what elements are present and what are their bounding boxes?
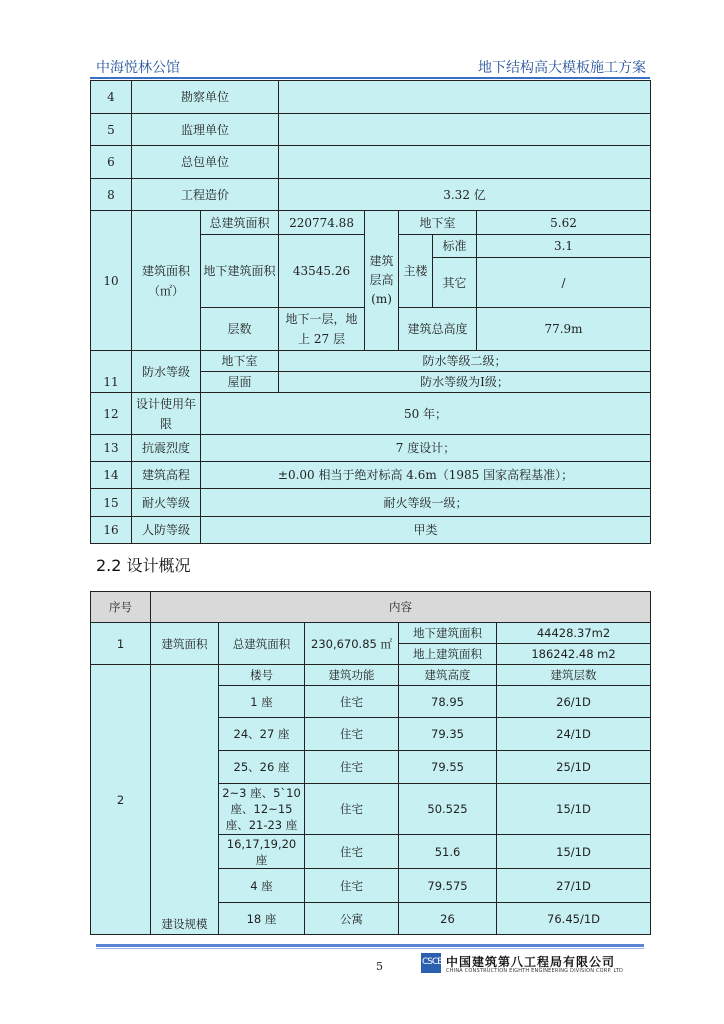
building-function: 公寓 <box>305 903 399 935</box>
building-height: 79.55 <box>399 751 497 784</box>
page-header <box>96 55 646 77</box>
row-label: 耐火等级 <box>132 489 201 517</box>
row-label: 抗震烈度 <box>132 435 201 462</box>
row-label: 防水等级 <box>132 351 201 393</box>
building-floors: 25/1D <box>497 751 651 784</box>
building-number: 25、26 座 <box>219 751 305 784</box>
above-ground-area-value: 186242.48 m2 <box>497 644 651 665</box>
row-label: 建筑面积 <box>151 623 219 665</box>
building-height: 51.6 <box>399 835 497 869</box>
row-label: 监理单位 <box>132 114 279 146</box>
building-height: 50.525 <box>399 784 497 835</box>
row-label: 建设规模 <box>151 665 219 935</box>
building-height: 78.95 <box>399 686 497 718</box>
row-number: 13 <box>91 435 132 462</box>
table-row <box>91 351 651 372</box>
table-row <box>91 489 651 517</box>
total-height-value: 77.9m <box>477 308 651 351</box>
row-value <box>279 81 651 114</box>
column-header: 楼号 <box>219 665 305 686</box>
building-number: 16,17,19,20 座 <box>219 835 305 869</box>
row-number: 1 <box>91 623 151 665</box>
floor-height-heading: 建筑层高(m) <box>365 211 399 351</box>
column-header: 建筑高度 <box>399 665 497 686</box>
building-number: 24、27 座 <box>219 718 305 751</box>
row-number: 8 <box>91 179 132 211</box>
total-area-value: 220774.88 <box>279 211 365 235</box>
basement-label: 地下室 <box>399 211 477 235</box>
header-project-name: 中海悦林公馆 <box>96 60 180 76</box>
header-content: 内容 <box>151 592 651 623</box>
table-row <box>91 146 651 179</box>
building-floors: 27/1D <box>497 869 651 903</box>
total-height-label: 建筑总高度 <box>399 308 477 351</box>
floors-value: 地下一层，地上 27 层 <box>279 308 365 351</box>
row-number: 15 <box>91 489 132 517</box>
underground-area-label: 地下建筑面积 <box>399 623 497 644</box>
table-row <box>91 211 651 235</box>
row-value <box>279 114 651 146</box>
building-floors: 15/1D <box>497 784 651 835</box>
underground-area-label: 地下建筑面积 <box>201 235 279 308</box>
row-value: 50 年； <box>201 393 651 435</box>
row-value: 3.32 亿 <box>279 179 651 211</box>
row-number: 11 <box>91 351 132 393</box>
standard-floor-value: 3.1 <box>477 235 651 258</box>
building-floors: 24/1D <box>497 718 651 751</box>
row-label: 建筑高程 <box>132 462 201 489</box>
row-label: 总包单位 <box>132 146 279 179</box>
roof-waterproof-label: 屋面 <box>201 372 279 393</box>
building-floors: 76.45/1D <box>497 903 651 935</box>
row-value: 耐火等级一级； <box>201 489 651 517</box>
building-function: 住宅 <box>305 718 399 751</box>
row-value: 7 度设计； <box>201 435 651 462</box>
row-label: 工程造价 <box>132 179 279 211</box>
total-area-label: 总建筑面积 <box>219 623 305 665</box>
building-height: 26 <box>399 903 497 935</box>
header-document-title: 地下结构高大模板施工方案 <box>478 60 646 76</box>
table-row <box>91 179 651 211</box>
underground-area-value: 43545.26 <box>279 235 365 308</box>
row-number: 12 <box>91 393 132 435</box>
standard-floor-label: 标准 <box>433 235 477 258</box>
building-floors: 26/1D <box>497 686 651 718</box>
row-number: 10 <box>91 211 132 351</box>
building-function: 住宅 <box>305 835 399 869</box>
table-row <box>91 435 651 462</box>
row-label: 建筑面积（㎡） <box>132 211 201 351</box>
total-area-label: 总建筑面积 <box>201 211 279 235</box>
basement-waterproof-label: 地下室 <box>201 351 279 372</box>
building-height: 79.35 <box>399 718 497 751</box>
other-floor-label: 其它 <box>433 258 477 308</box>
footer-divider <box>96 944 644 947</box>
roof-waterproof-value: 防水等级为Ⅰ级； <box>279 372 651 393</box>
project-info-table <box>90 80 651 544</box>
building-number: 2~3 座、5`10 座、12~15 座、21-23 座 <box>219 784 305 835</box>
row-number: 16 <box>91 517 132 544</box>
column-header: 建筑层数 <box>497 665 651 686</box>
logo-mark: CSCEC <box>422 957 448 967</box>
section-title: 2.2 设计概况 <box>96 556 191 575</box>
row-label: 设计使用年限 <box>132 393 201 435</box>
underground-area-value: 44428.37m2 <box>497 623 651 644</box>
company-name-english: CHINA CONSTRUCTION EIGHTH ENGINEERING DIVISION CORP. LTD <box>446 968 624 974</box>
row-number: 6 <box>91 146 132 179</box>
header-serial: 序号 <box>91 592 151 623</box>
other-floor-value: / <box>477 258 651 308</box>
table-row <box>91 623 651 644</box>
row-number: 14 <box>91 462 132 489</box>
total-area-value: 230,670.85 ㎡ <box>305 623 399 665</box>
building-height: 79.575 <box>399 869 497 903</box>
above-ground-area-label: 地上建筑面积 <box>399 644 497 665</box>
row-number: 2 <box>91 665 151 935</box>
table-row <box>91 517 651 544</box>
row-number: 4 <box>91 81 132 114</box>
table-row <box>91 393 651 435</box>
basement-waterproof-value: 防水等级二级； <box>279 351 651 372</box>
building-floors: 15/1D <box>497 835 651 869</box>
column-header: 建筑功能 <box>305 665 399 686</box>
basement-height-value: 5.62 <box>477 211 651 235</box>
row-label: 勘察单位 <box>132 81 279 114</box>
header-divider <box>90 77 650 79</box>
building-number: 1 座 <box>219 686 305 718</box>
building-function: 住宅 <box>305 686 399 718</box>
building-number: 18 座 <box>219 903 305 935</box>
row-number: 5 <box>91 114 132 146</box>
footer-divider-thin <box>96 948 644 949</box>
row-value <box>279 146 651 179</box>
table-row <box>91 462 651 489</box>
main-building-label: 主楼 <box>399 235 433 308</box>
building-number: 4 座 <box>219 869 305 903</box>
table-row <box>91 114 651 146</box>
building-function: 住宅 <box>305 784 399 835</box>
company-name: 中国建筑第八工程局有限公司 <box>446 955 616 969</box>
table-header-row <box>91 592 651 623</box>
design-overview-table <box>90 591 651 935</box>
table-row <box>91 81 651 114</box>
company-logo-icon <box>421 953 448 973</box>
row-label: 人防等级 <box>132 517 201 544</box>
building-function: 住宅 <box>305 751 399 784</box>
table-row <box>91 665 651 686</box>
row-value: 甲类 <box>201 517 651 544</box>
page-number: 5 <box>376 960 383 973</box>
floors-label: 层数 <box>201 308 279 351</box>
row-value: ±0.00 相当于绝对标高 4.6m（1985 国家高程基准）； <box>201 462 651 489</box>
building-function: 住宅 <box>305 869 399 903</box>
